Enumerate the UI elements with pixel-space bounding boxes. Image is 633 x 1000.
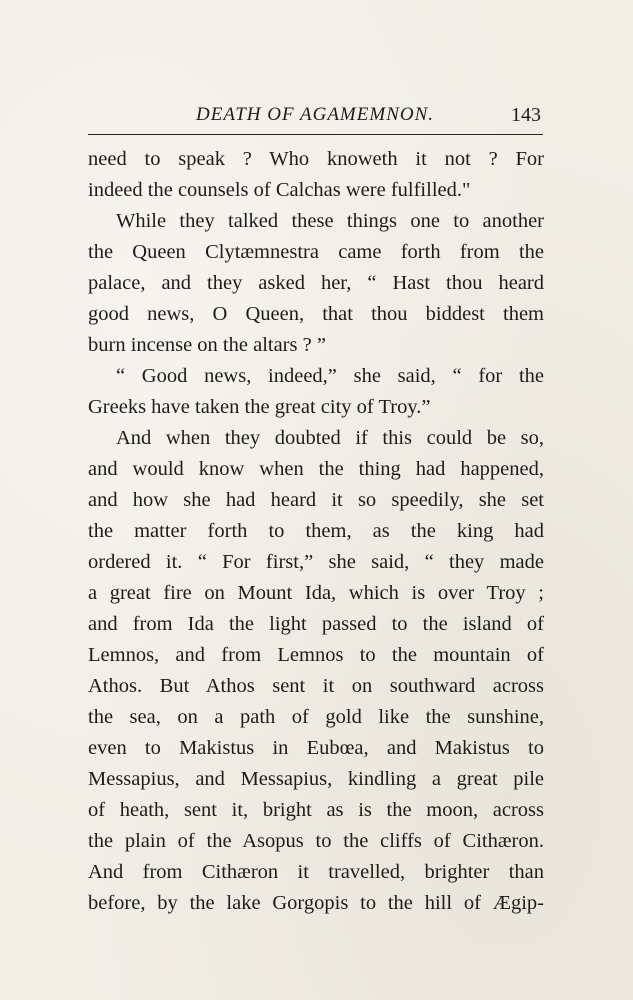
text-line: While they talked these things one to another [116,210,544,232]
text-line: and from Ida the light passed to the island of [88,613,544,635]
header-rule [88,134,543,135]
text-line: the Queen Clytæmnestra came forth from the [88,241,544,263]
running-head [0,100,633,130]
page-number: 143 [511,104,541,126]
text-line: “ Good news, indeed,” she said, “ for the [116,365,544,387]
body-text [88,144,544,919]
text-line: before, by the lake Gorgopis to the hill of Ægip- [88,892,544,914]
text-line: indeed the counsels of Calchas were fulfilled." [88,179,471,201]
text-line: And from Cithæron it travelled, brighter than [88,861,544,883]
text-line: Athos. But Athos sent it on southward across [88,675,544,697]
text-line: good news, O Queen, that thou biddest them [88,303,544,325]
text-line: and would know when the thing had happened, [88,458,544,480]
text-line: ordered it. “ For first,” she said, “ they made [88,551,544,573]
text-line: the plain of the Asopus to the cliffs of Cithæron. [88,830,544,852]
text-line: And when they doubted if this could be so, [116,427,544,449]
text-line: need to speak ? Who knoweth it not ? For [88,148,544,170]
text-line: Lemnos, and from Lemnos to the mountain of [88,644,544,666]
text-line: and how she had heard it so speedily, she set [88,489,544,511]
running-title: DEATH OF AGAMEMNON. [196,104,435,125]
text-line: the matter forth to them, as the king had [88,520,544,542]
text-line: palace, and they asked her, “ Hast thou heard [88,272,544,294]
text-line: Messapius, and Messapius, kindling a great pile [88,768,544,790]
text-line: the sea, on a path of gold like the sunshine, [88,706,544,728]
text-line: burn incense on the altars ? ” [88,334,326,356]
text-line: of heath, sent it, bright as is the moon, across [88,799,544,821]
text-line: Greeks have taken the great city of Troy.” [88,396,431,418]
text-line: a great fire on Mount Ida, which is over Troy ; [88,582,544,604]
text-line: even to Makistus in Eubœa, and Makistus to [88,737,544,759]
